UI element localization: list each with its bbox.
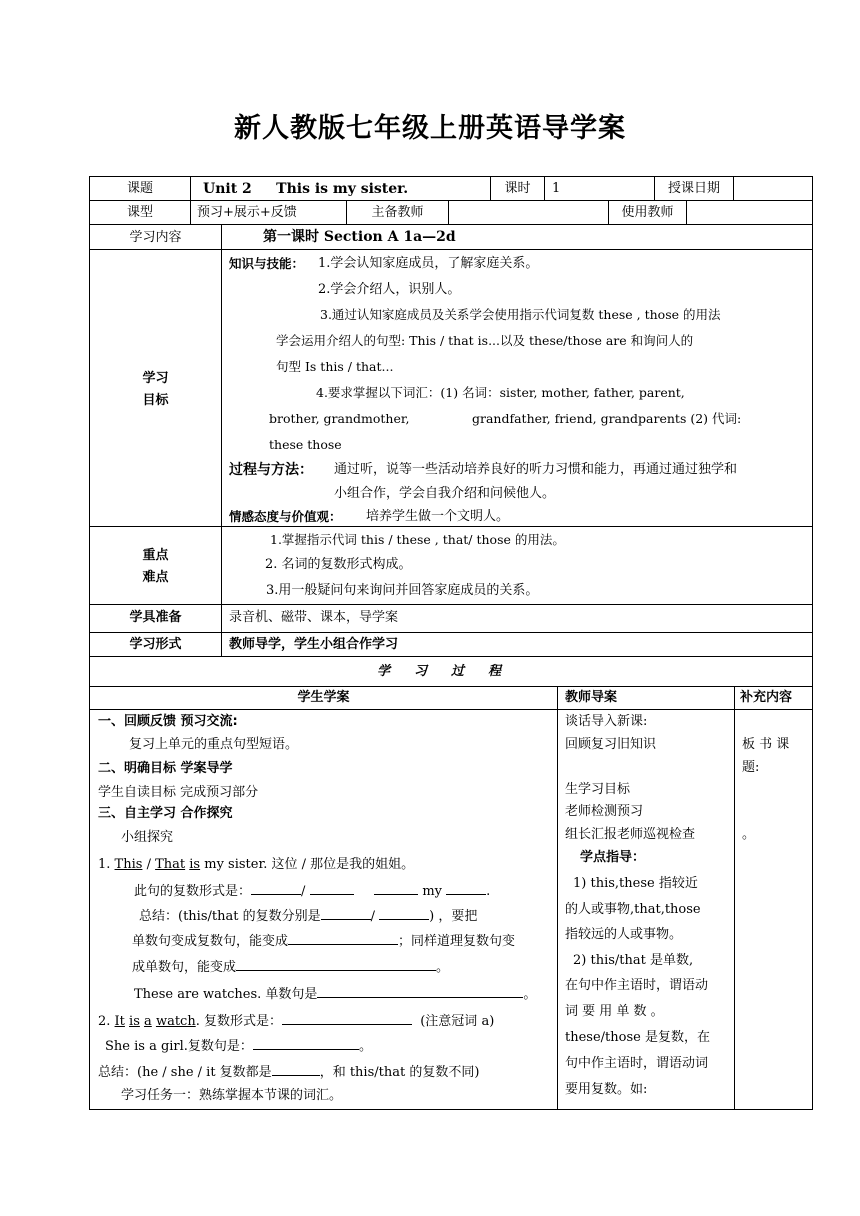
knowledge-line-7b: grandfather, friend, grandparents (2) 代词: xyxy=(472,411,742,426)
keypoints-label-2: 难点 xyxy=(142,570,169,585)
knowledge-line-8: these those xyxy=(269,437,342,452)
topic-value: Unit 2 This is my sister. xyxy=(203,181,409,197)
extra-line-3: 。 xyxy=(742,827,756,842)
emotion-label: 情感态度与价值观： xyxy=(229,509,342,524)
task-1: 学习任务一：熟练掌握本节课的词汇。 xyxy=(121,1088,343,1103)
teacher-value xyxy=(452,204,602,222)
type-value: 预习+展示+反馈 xyxy=(197,205,297,220)
teacher-label: 主备教师 xyxy=(371,205,424,220)
col-extra-header: 补充内容 xyxy=(740,690,793,705)
extra-line-1: 板 书 课 xyxy=(742,737,790,752)
teacher-line-10: 2) this/that 是单数, xyxy=(573,953,694,968)
knowledge-line-2: 2.学会介绍人，识别人。 xyxy=(318,282,461,297)
question-1-plural: 此句的复数形式是： / my . xyxy=(134,884,491,899)
question-2: 2. It is a watch. 复数形式是： (注意冠词 a) xyxy=(98,1014,495,1029)
hours-label: 课时 xyxy=(504,181,531,196)
user-teacher-label: 使用教师 xyxy=(621,205,674,220)
date-label: 授课日期 xyxy=(667,181,720,196)
keypoint-1: 1.掌握指示代词 this / these , that/ those 的用法。 xyxy=(270,532,565,547)
teacher-line-3: 生学习目标 xyxy=(565,782,631,797)
page-title: 新人教版七年级上册英语导学案 xyxy=(234,113,626,144)
teacher-line-1: 谈话导入新课: xyxy=(565,714,648,729)
tools-label: 学具准备 xyxy=(129,610,182,625)
date-value xyxy=(738,180,808,198)
teacher-line-9: 指较远的人或事物。 xyxy=(565,927,683,942)
user-teacher-value xyxy=(690,204,808,222)
student-section-3: 三、自主学习 合作探究 xyxy=(98,806,233,821)
teacher-line-4: 老师检测预习 xyxy=(565,804,644,819)
col-teacher-header: 教师导案 xyxy=(565,690,618,705)
knowledge-line-4: 学会运用介绍人的句型: This / that is...以及 these/those are 和询问人的 xyxy=(276,333,694,348)
teacher-guide-label: 学点指导： xyxy=(580,850,646,865)
knowledge-line-1: 1.学会认知家庭成员，了解家庭关系。 xyxy=(318,256,539,271)
teacher-line-7: 1) this,these 指较近 xyxy=(573,876,698,891)
process-heading: 学习过程 xyxy=(376,664,525,679)
teacher-line-2: 回顾复习旧知识 xyxy=(565,737,657,752)
student-line-review: 复习上单元的重点句型短语。 xyxy=(129,737,299,752)
question-1-convert-2: 成单数句，能变成 。 xyxy=(132,960,450,975)
type-label: 课型 xyxy=(126,205,153,220)
question-1-summary: 总结：(this/that 的复数分别是 / ) ，要把 xyxy=(139,909,478,924)
teacher-line-15: 要用复数。如: xyxy=(565,1082,648,1097)
teacher-line-8: 的人或事物,that,those xyxy=(565,902,701,917)
tools-value: 录音机、磁带、课本，导学案 xyxy=(229,610,399,625)
method-line-1: 通过听，说等一些活动培养良好的听力习惯和能力，再通过通过独学和 xyxy=(334,462,738,477)
knowledge-line-7a: brother, grandmother, xyxy=(269,411,410,426)
topic-label: 课题 xyxy=(126,181,153,196)
knowledge-line-6: 4.要求掌握以下词汇：(1) 名词：sister, mother, father, parent, xyxy=(316,385,685,400)
hours-value: 1 xyxy=(552,181,561,196)
keypoints-label-1: 重点 xyxy=(142,548,169,563)
teacher-line-14: 句中作主语时，谓语动词 xyxy=(565,1056,709,1071)
knowledge-line-3: 3.通过认知家庭成员及关系学会使用指示代词复数 these , those 的用法 xyxy=(320,307,721,322)
objectives-label-1: 学习 xyxy=(142,371,169,386)
teacher-line-11: 在句中作主语时，谓语动 xyxy=(565,978,709,993)
question-2-girl: She is a girl.复数句是： 。 xyxy=(105,1039,372,1054)
student-line-goals: 学生自读目标 完成预习部分 xyxy=(98,785,259,800)
objectives-label-2: 目标 xyxy=(142,393,169,408)
question-1-convert: 单数句变成复数句，能变成 ；同样道理复数句变 xyxy=(132,934,516,949)
keypoint-3: 3.用一般疑问句来询问并回答家庭成员的关系。 xyxy=(266,583,539,598)
teacher-line-13: these/those 是复数，在 xyxy=(565,1030,710,1045)
form-value: 教师导学，学生小组合作学习 xyxy=(229,637,399,652)
student-section-2: 二、明确目标 学案导学 xyxy=(98,761,233,776)
keypoint-2: 2. 名词的复数形式构成。 xyxy=(265,557,412,572)
question-2-summary: 总结：(he / she / it 复数都是 ，和 this/that 的复数不同) xyxy=(98,1065,480,1080)
method-label: 过程与方法： xyxy=(229,462,313,478)
question-1: 1. This / That is my sister. 这位 / 那位是我的姐姐。 xyxy=(98,857,415,872)
teacher-line-12: 词 要 用 单 数 。 xyxy=(565,1004,664,1019)
student-line-group: 小组探究 xyxy=(121,830,174,845)
knowledge-line-5: 句型 Is this / that... xyxy=(276,359,394,374)
emotion-line-1: 培养学生做一个文明人。 xyxy=(366,509,510,524)
student-section-1: 一、回顾反馈 预习交流: xyxy=(98,714,238,729)
knowledge-label: 知识与技能： xyxy=(229,256,305,271)
question-1-watch: These are watches. 单数句是 。 xyxy=(134,987,537,1002)
form-label: 学习形式 xyxy=(129,637,182,652)
teacher-line-5: 组长汇报老师巡视检查 xyxy=(565,827,696,842)
content-value: 第一课时 Section A 1a—2d xyxy=(263,229,456,245)
content-label: 学习内容 xyxy=(129,230,182,245)
extra-line-2: 题: xyxy=(742,760,760,775)
method-line-2: 小组合作，学会自我介绍和问候他人。 xyxy=(334,486,556,501)
col-student-header: 学生学案 xyxy=(297,690,350,705)
